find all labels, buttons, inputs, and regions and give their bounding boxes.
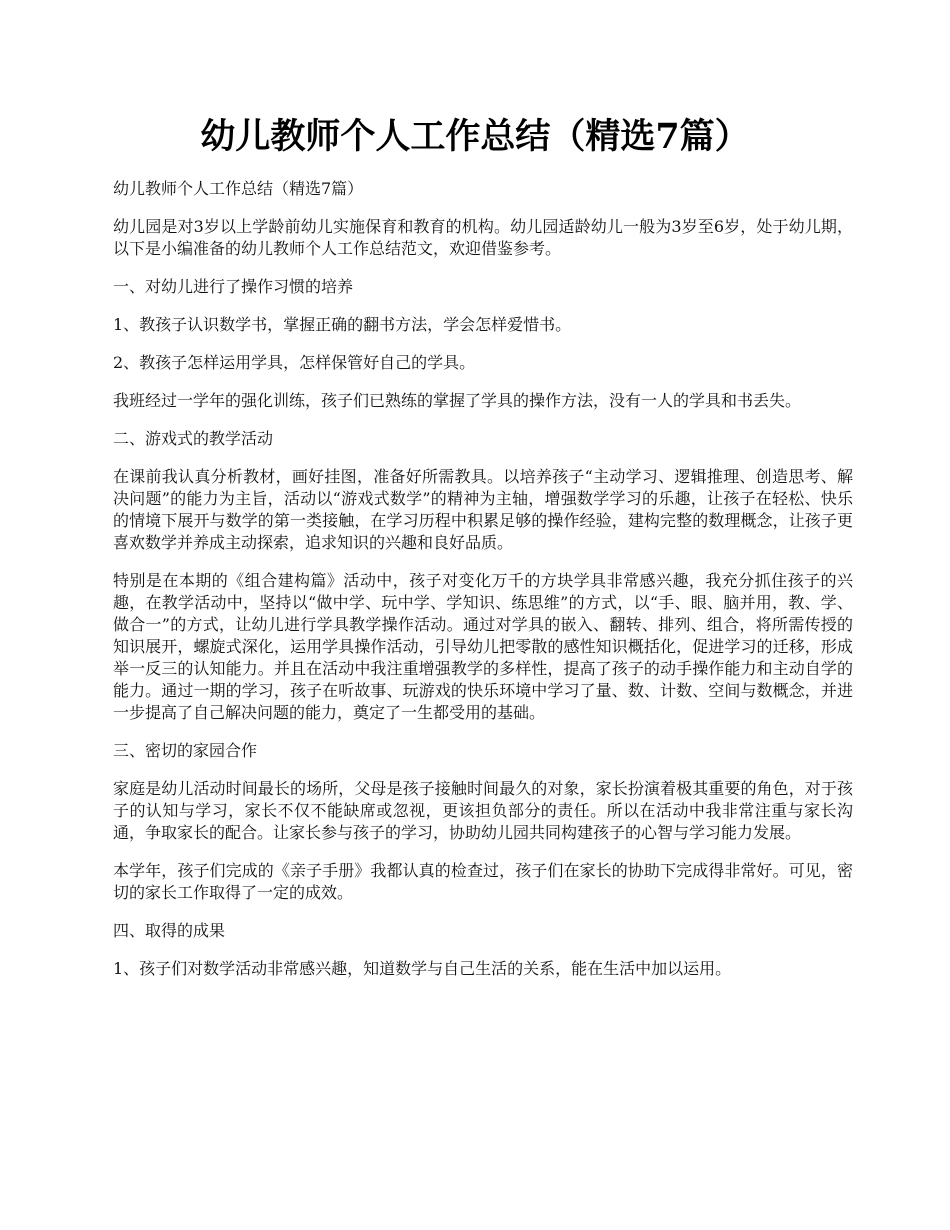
body-paragraph-4: 家庭是幼儿活动时间最长的场所，父母是孩子接触时间最久的对象，家长扮演着极其重要的角色，对于孩子的认知与学习，家长不仅不能缺席或忽视，更该担负部分的责任。所以在活动中我非常注重与家长沟通，争取家长的配合。让家长参与孩子的学习，协助幼儿园共同构建孩子的心智与学习能力发展。 [113, 779, 853, 842]
section-heading-4: 四、取得的成果 [113, 921, 226, 940]
subtitle-paragraph: 幼儿教师个人工作总结（精选7篇） [113, 179, 364, 198]
intro-paragraph: 幼儿园是对3岁以上学龄前幼儿实施保育和教育的机构。幼儿园适龄幼儿一般为3岁至6岁，处于幼儿期，以下是小编准备的幼儿教师个人工作总结范文，欢迎借鉴参考。 [113, 217, 853, 258]
body-paragraph-5: 本学年，孩子们完成的《亲子手册》我都认真的检查过，孩子们在家长的协助下完成得非常好。可见，密切的家长工作取得了一定的成效。 [113, 861, 853, 902]
section-heading-3: 三、密切的家园合作 [113, 741, 258, 760]
list-item-1-1: 1、教孩子认识数学书，掌握正确的翻书方法，学会怎样爱惜书。 [113, 315, 572, 334]
section-heading-2: 二、游戏式的教学活动 [113, 429, 274, 448]
list-item-1-2: 2、教孩子怎样运用学具，怎样保管好自己的学具。 [113, 353, 476, 372]
body-paragraph-2: 在课前我认真分析教材，画好挂图，准备好所需教具。以培养孩子“主动学习、逻辑推理、创造思考、解决问题”的能力为主旨，活动以“游戏式数学”的精神为主轴，增强数学学习的乐趣，让孩子在轻松、快乐的情境下展开与数学的第一类接触，在学习历程中积累足够的操作经验，建构完整的数理概念，让孩子更喜欢数学并养成主动探索，追求知识的兴趣和良好品质。 [113, 467, 853, 552]
document-title: 幼儿教师个人工作总结（精选7篇） [200, 116, 750, 157]
body-paragraph-1: 我班经过一学年的强化训练，孩子们已熟练的掌握了学具的操作方法，没有一人的学具和书丢失。 [113, 391, 802, 410]
list-item-4-1: 1、孩子们对数学活动非常感兴趣，知道数学与自己生活的关系，能在生活中加以运用。 [113, 959, 732, 978]
section-heading-1: 一、对幼儿进行了操作习惯的培养 [113, 277, 354, 296]
body-paragraph-3: 特别是在本期的《组合建构篇》活动中，孩子对变化万千的方块学具非常感兴趣，我充分抓住孩子的兴趣，在教学活动中，坚持以“做中学、玩中学、学知识、练思维”的方式，以“手、眼、脑并用，教、学、做合一”的方式，让幼儿进行学具教学操作活动。通过对学具的嵌入、翻转、排列、组合，将所需传授的知识展开，螺旋式深化，运用学具操作活动，引导幼儿把零散的感性知识概括化，促进学习的迁移，形成举一反三的认知能力。并且在活动中我注重增强教学的多样性，提高了孩子的动手操作能力和主动自学的能力。通过一期的学习，孩子在听故事、玩游戏的快乐环境中学习了量、数、计数、空间与数概念，并进一步提高了自己解决问题的能力，奠定了一生都受用的基础。 [113, 571, 853, 722]
document-body [113, 178, 853, 996]
